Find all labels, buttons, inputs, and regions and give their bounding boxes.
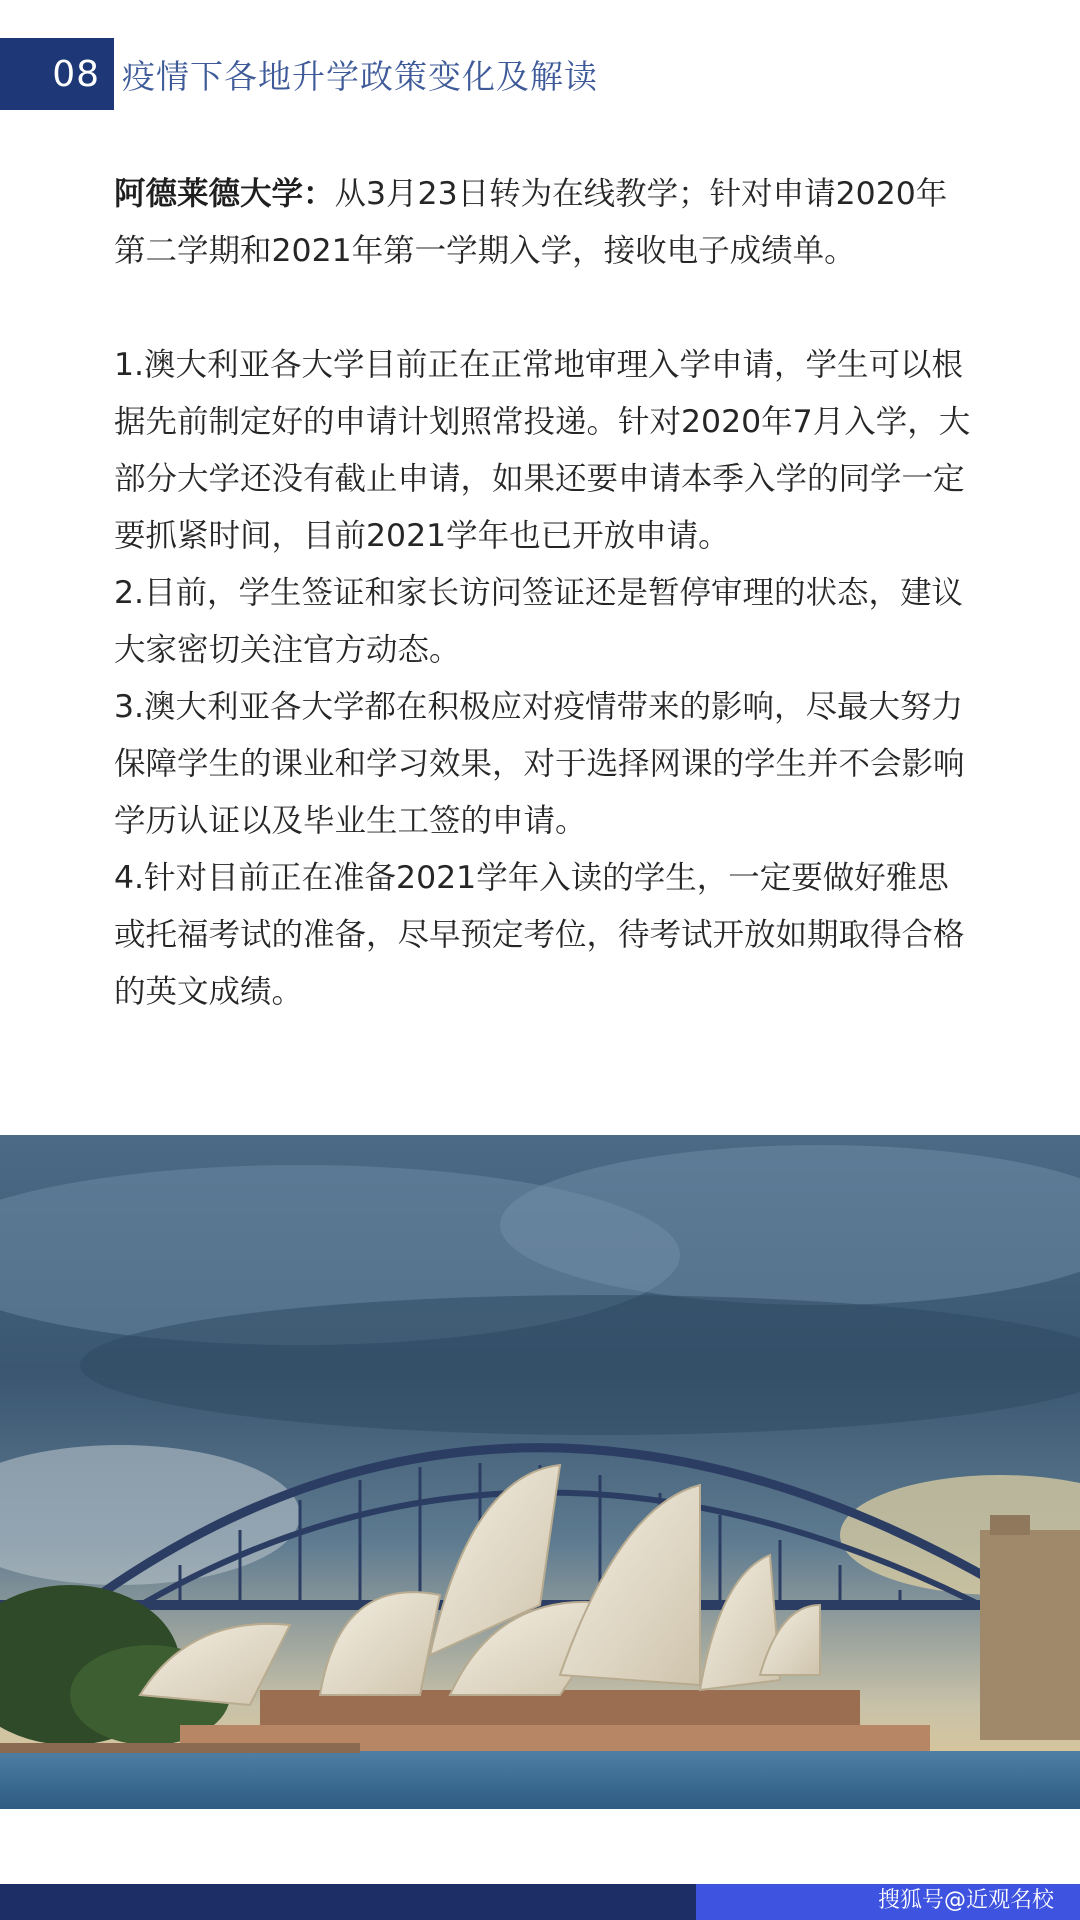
footer-bar-dark <box>0 1884 696 1920</box>
bridge-pylon <box>980 1530 1080 1740</box>
section-title: 疫情下各地升学政策变化及解读 <box>122 57 598 96</box>
shoreline <box>0 1743 360 1753</box>
lead-text: 从3月23日转为在线教学；针对申请2020年第二学期和2021年第一学期入学，接收电子成绩单。 <box>114 176 948 269</box>
watermark: 搜狐号@近观名校 <box>877 1888 1054 1913</box>
point-2: 2.目前，学生签证和家长访问签证还是暂停审理的状态，建议大家密切关注官方动态。 <box>114 575 964 668</box>
article-body <box>114 166 974 1021</box>
section-number: 08 <box>0 38 114 110</box>
point-4: 4.针对目前正在准备2021学年入读的学生，一定要做好雅思或托福考试的准备，尽早预定考位，待考试开放如期取得合格的英文成绩。 <box>114 860 965 1010</box>
cloud <box>80 1295 1080 1435</box>
paragraph-gap <box>114 280 974 337</box>
section-header <box>0 38 1080 110</box>
university-name: 阿德莱德大学： <box>114 176 335 212</box>
lead-paragraph <box>114 166 974 280</box>
point-1: 1.澳大利亚各大学目前正在正常地审理入学申请，学生可以根据先前制定好的申请计划照常投递。针对2020年7月入学，大部分大学还没有截止申请，如果还要申请本季入学的同学一定要抓紧时间，目前2021学年也已开放申请。 <box>114 347 971 554</box>
point-3: 3.澳大利亚各大学都在积极应对疫情带来的影响，尽最大努力保障学生的课业和学习效果，对于选择网课的学生并不会影响学历认证以及毕业生工签的申请。 <box>114 689 965 839</box>
bridge-pylon-top <box>990 1515 1030 1535</box>
harbour-water <box>0 1751 1080 1809</box>
sydney-opera-house-photo <box>0 1135 1080 1809</box>
